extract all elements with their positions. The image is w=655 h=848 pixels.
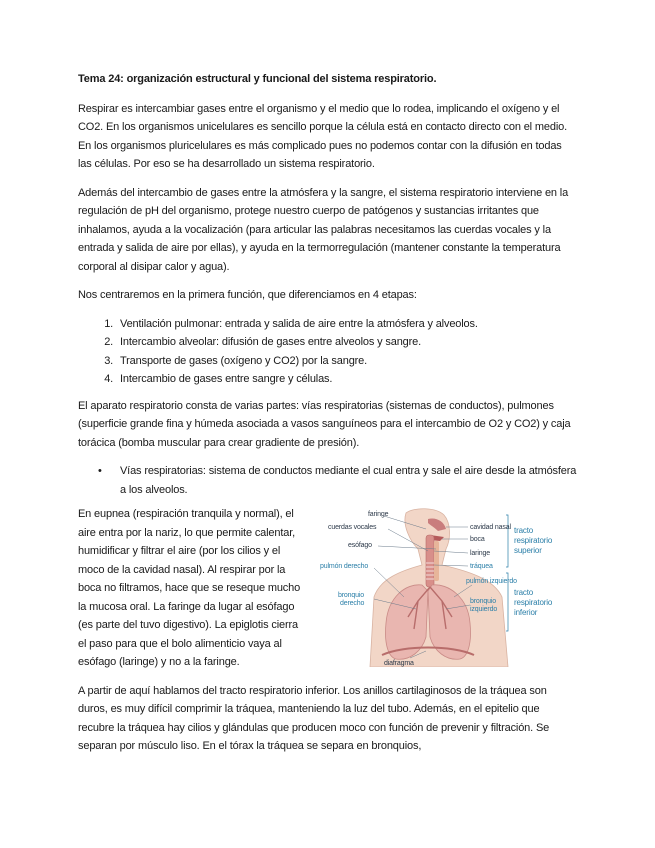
label-tracto-superior-3: superior	[514, 546, 542, 555]
label-diafragma: diafragma	[384, 660, 414, 667]
label-tracto-inferior-3: inferior	[514, 608, 538, 617]
list-item: 2. Intercambio alveolar: difusión de gases entre alveolos y sangre.	[116, 333, 578, 352]
paragraph-lower-tract: A partir de aquí hablamos del tracto respiratorio inferior. Los anillos cartilaginosos de la tráquea son duros, es muy difícil comprimir la tráquea, manteniendo la luz del tubo. Además, en el epitelio que recubre la tráquea hay cilios y glándulas que producen moco con función de prevenir y filtración. Se separan por músculo liso. En el tórax la tráquea se separa en bronquios,	[78, 684, 550, 752]
paragraph-intro: Respirar es intercambiar gases entre el organismo y el medio que lo rodea, implicando el oxígeno y el CO2. En los organismos unicelulares es sencillo porque la célula está en contacto directo con el medio. En los organismos pluricelulares es más complicado pues no podemos contar con la difusión en todas las células. Por eso se ha desarrollado un sistema respiratorio.	[78, 102, 567, 170]
label-tracto-superior-1: tracto	[514, 526, 534, 535]
label-cavidad-nasal: cavidad nasal	[470, 524, 511, 531]
label-esofago: esófago	[348, 542, 372, 549]
label-cuerdas-vocales: cuerdas vocales	[328, 524, 377, 531]
stages-list	[78, 315, 578, 389]
list-item: 4. Intercambio de gases entre sangre y células.	[116, 370, 578, 389]
label-tracto-inferior-2: respiratorio	[514, 598, 553, 607]
label-tracto-inferior-1: tracto	[514, 588, 534, 597]
document-page	[78, 70, 578, 766]
paragraph-functions: Además del intercambio de gases entre la atmósfera y la sangre, el sistema respiratorio interviene en la regulación de pH del organismo, protege nuestro cuerpo de patógenos y sustancias irritantes que inhalamos, ayuda a la vocalización (para articular las palabras necesitamos las cuerdas vocales y la entrada y salida de aire por ellas), y ayuda en la termorregulación (mantener constante la temperatura corporal al disipar calor y agua).	[78, 186, 569, 273]
label-bronquio-izquierdo-1: bronquio	[470, 598, 497, 605]
label-pulmon-izquierdo: pulmón izquierdo	[466, 578, 517, 585]
list-item: 3. Transporte de gases (oxígeno y CO2) por la sangre.	[116, 352, 578, 371]
paragraph-parts: El aparato respiratorio consta de varias partes: vías respiratorias (sistemas de conductos), pulmones (superficie grande fina y húmeda asociada a vasos sanguíneos para el intercambio de O2 y CO2) y caja torácica (bomba muscular para crear gradiente de presión).	[78, 399, 571, 449]
label-traquea: tráquea	[470, 563, 493, 570]
list-item: 1. Ventilación pulmonar: entrada y salida de aire entre la atmósfera y alveolos.	[116, 315, 578, 334]
label-faringe: faringe	[368, 511, 389, 518]
paragraph-stages-intro: Nos centraremos en la primera función, que diferenciamos en 4 etapas:	[78, 289, 417, 301]
label-tracto-superior-2: respiratorio	[514, 536, 553, 545]
bullet-icon: •	[98, 465, 102, 477]
label-bronquio-derecho-2: derecho	[340, 600, 365, 607]
label-bronquio-derecho-1: bronquio	[338, 592, 365, 599]
paragraph-eupnea: En eupnea (respiración tranquila y normal), el aire entra por la nariz, lo que permite calentar, humidificar y filtrar el aire (por los cilios y el moco de la cavidad nasal). Al respirar por la boca no filtramos, hace que se reseque mucho la mucosa oral. La faringe da lugar al esófago (es parte del tuvo digestivo). La epiglotis cierra el paso para que el bolo alimenticio vaya al esófago (laringe) y no a la faringe.	[78, 508, 301, 668]
label-laringe: laringe	[470, 550, 490, 557]
label-pulmon-derecho: pulmón derecho	[320, 563, 369, 570]
list-item-text: Vías respiratorias: sistema de conductos mediante el cual entra y sale el aire desde la atmósfera a los alveolos.	[120, 465, 577, 496]
list-item	[98, 462, 578, 499]
text-figure-row	[78, 505, 578, 672]
page-title: Tema 24: organización estructural y funcional del sistema respiratorio.	[78, 73, 437, 85]
bullet-list	[78, 462, 578, 499]
respiratory-system-figure	[318, 505, 578, 667]
label-boca: boca	[470, 536, 485, 543]
respiratory-diagram	[318, 505, 578, 667]
label-bronquio-izquierdo-2: izquierdo	[470, 606, 498, 613]
